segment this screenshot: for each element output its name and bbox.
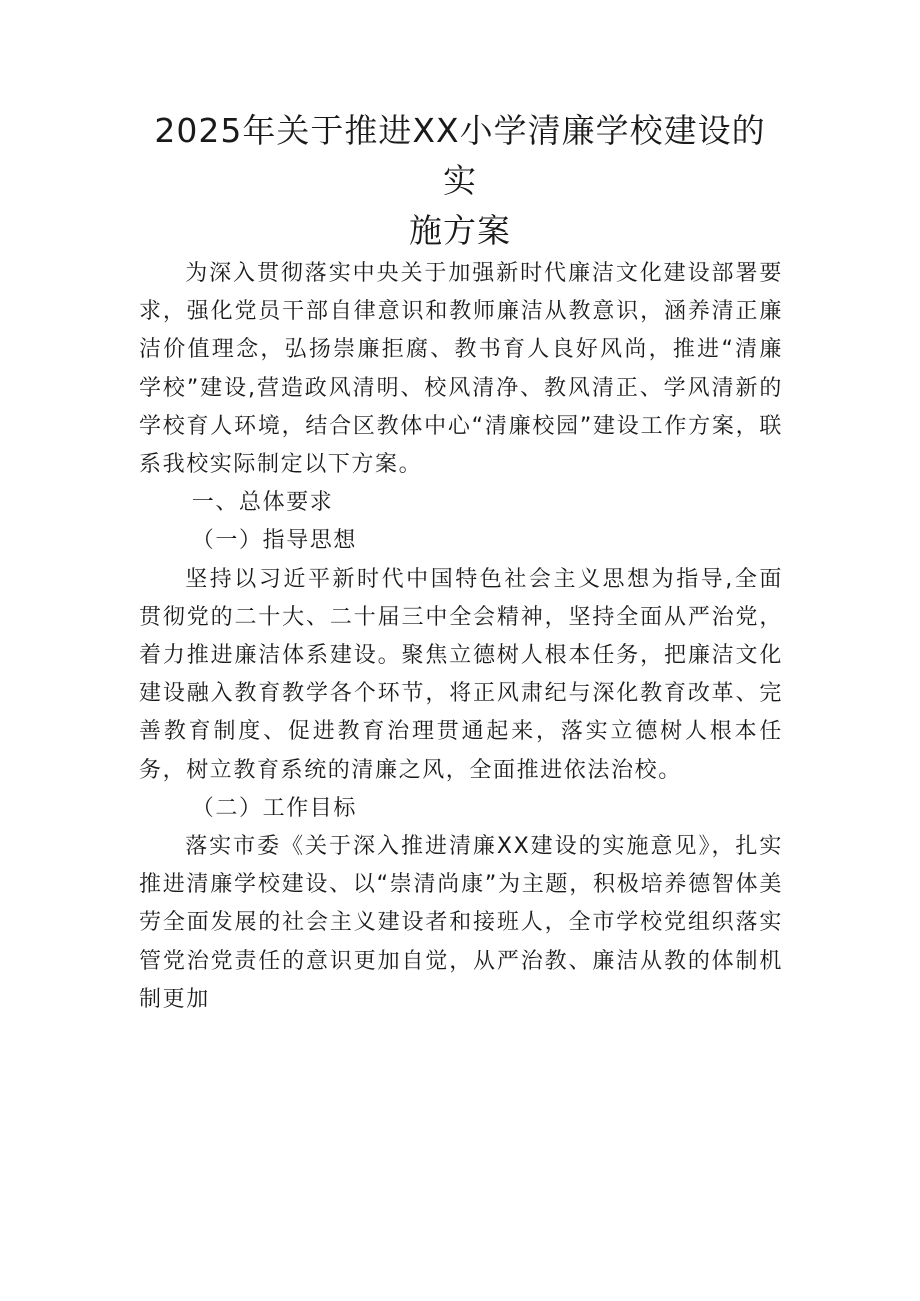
subsection-heading-work-goals: （二）工作目标 bbox=[191, 795, 357, 821]
document-title bbox=[140, 106, 780, 256]
guiding-ideology-paragraph: 坚持以习近平新时代中国特色社会主义思想为指导,全面贯彻党的二十大、二十届三中全会精神，坚持全面从严治党，着力推进廉洁体系建设。聚焦立德树人根本任务，把廉洁文化建设融入教育教学各个环节，将正风肃纪与深化教育改革、完善教育制度、促进教育治理贯通起来，落实立德树人根本任务，树立教育系统的清廉之风，全面推进依法治校。 bbox=[139, 566, 783, 783]
title-line-1: 2025年关于推进XX小学清廉学校建设的实 bbox=[154, 111, 766, 200]
work-goals-paragraph: 落实市委《关于深入推进清廉XX建设的实施意见》，扎实推进清廉学校建设、以“崇清尚康”为主题，积极培养德智体美劳全面发展的社会主义建设者和接班人，全市学校党组织落实管党治党责任的意识更加自觉，从严治教、廉洁从教的体制机制更加 bbox=[139, 834, 783, 1012]
subsection-heading-guiding-ideology: （一）指导思想 bbox=[191, 528, 357, 554]
title-line-2: 施方案 bbox=[409, 211, 511, 250]
intro-paragraph: 为深入贯彻落实中央关于加强新时代廉洁文化建设部署要求，强化党员干部自律意识和教师廉洁从教意识，涵养清正廉洁价值理念，弘扬崇廉拒腐、教书育人良好风尚，推进“清廉学校”建设,营造政风清明、校风清净、教风清正、学风清新的学校育人环境，结合区教体中心“清廉校园”建设工作方案，联系我校实际制定以下方案。 bbox=[139, 261, 783, 478]
section-heading-general-requirements: 一、总体要求 bbox=[191, 490, 334, 516]
document-body bbox=[139, 255, 783, 1019]
